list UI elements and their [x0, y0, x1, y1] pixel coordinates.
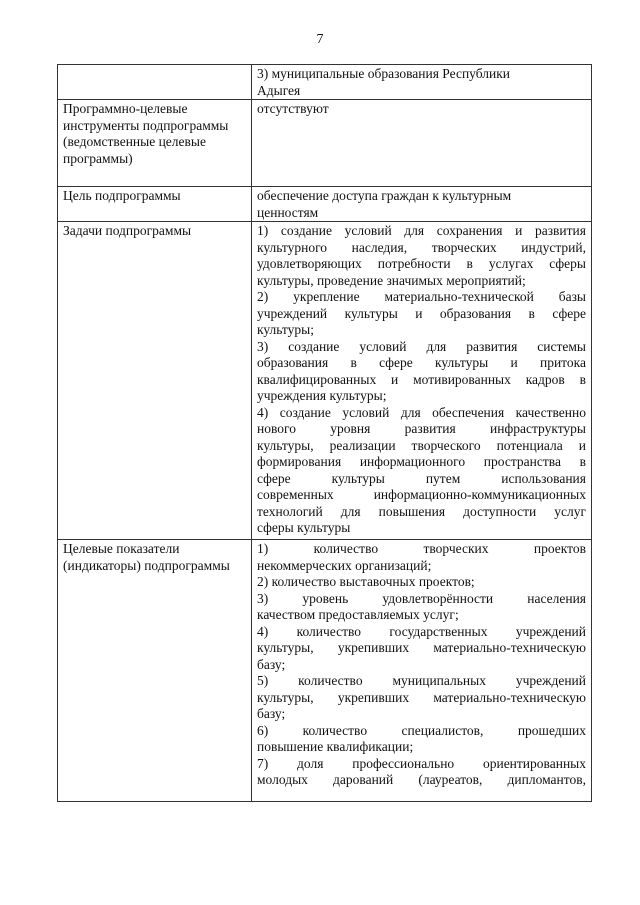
row-value: [252, 65, 592, 100]
text-line: нового уровня развития инфраструктуры: [257, 421, 586, 436]
text-line: формирования информационного пространства в: [257, 454, 586, 469]
row-label: Целевые показатели (индикаторы) подпрограммы: [58, 540, 252, 802]
row-label: Программно-целевые инструменты подпрограммы (ведомственные целевые программы): [58, 100, 252, 187]
text-line: удовлетворяющих потребности в услугах сферы: [257, 256, 586, 271]
text-line: современных информационно-коммуникационных: [257, 487, 586, 502]
table-row: [58, 65, 592, 100]
text-line: 2) количество выставочных проектов;: [257, 574, 475, 589]
text-line: культуры, укрепивших материально-техническую: [257, 640, 586, 655]
text-line: культуры;: [257, 322, 314, 337]
row-value: [252, 540, 592, 802]
row-label: Задачи подпрограммы: [58, 222, 252, 540]
table-row: [58, 187, 592, 222]
page-number: 7: [316, 32, 324, 47]
text-line: некоммерческих организаций;: [257, 557, 432, 573]
text-line: молодых дарований (лауреатов, дипломантов,: [257, 772, 586, 787]
text-line: базу;: [257, 706, 286, 721]
text-line: 4) количество государственных учреждений: [257, 623, 586, 639]
table-row: [58, 222, 592, 540]
text-line: культурного наследия, творческих индустрий,: [257, 239, 586, 255]
text-line: 3) создание условий для развития системы: [257, 338, 586, 354]
subprogram-passport-table: [57, 64, 592, 802]
text-line: 2) укрепление материально-технической базы: [257, 289, 586, 304]
text-line: технологий для повышения доступности услуг: [257, 503, 586, 519]
text-line: 3) муниципальные образования Республики: [257, 66, 511, 81]
text-line: квалифицированных и мотивированных кадров в: [257, 371, 586, 387]
text-line: культуры, реализации творческого потенциала и: [257, 437, 586, 453]
text-line: образования в сфере культуры и притока: [257, 355, 586, 370]
text-line: Адыгея: [257, 82, 301, 98]
text-line: 1) количество творческих проектов: [257, 541, 586, 556]
text-line: 5) количество муниципальных учреждений: [257, 673, 586, 688]
text-line: отсутствуют: [257, 101, 329, 116]
text-line: 4) создание условий для обеспечения качественно: [257, 404, 586, 420]
text-line: 7) доля профессионально ориентированных: [257, 755, 586, 771]
text-line: учреждений культуры и образования в сфере: [257, 305, 586, 321]
text-line: 1) создание условий для сохранения и развития: [257, 223, 586, 238]
text-line: 3) уровень удовлетворённости населения: [257, 590, 586, 606]
text-line: повышение квалификации;: [257, 739, 414, 754]
text-line: базу;: [257, 656, 286, 672]
text-line: ценностям: [257, 204, 319, 220]
text-line: учреждения культуры;: [257, 388, 387, 403]
row-value: [252, 100, 592, 187]
row-value: [252, 222, 592, 540]
row-value: [252, 187, 592, 222]
text-line: обеспечение доступа граждан к культурным: [257, 188, 512, 203]
row-label: [58, 65, 252, 100]
text-line: 6) количество специалистов, прошедших: [257, 722, 586, 738]
text-line: сферы культуры: [257, 520, 351, 535]
row-label: Цель подпрограммы: [58, 187, 252, 222]
text-line: культуры, проведение значимых мероприятий;: [257, 272, 526, 288]
table-row: [58, 540, 592, 802]
text-line: сфере культуры путем использования: [257, 470, 586, 486]
text-line: качеством предоставляемых услуг;: [257, 607, 459, 622]
table-row: [58, 100, 592, 187]
text-line: культуры, укрепивших материально-техническую: [257, 689, 586, 705]
